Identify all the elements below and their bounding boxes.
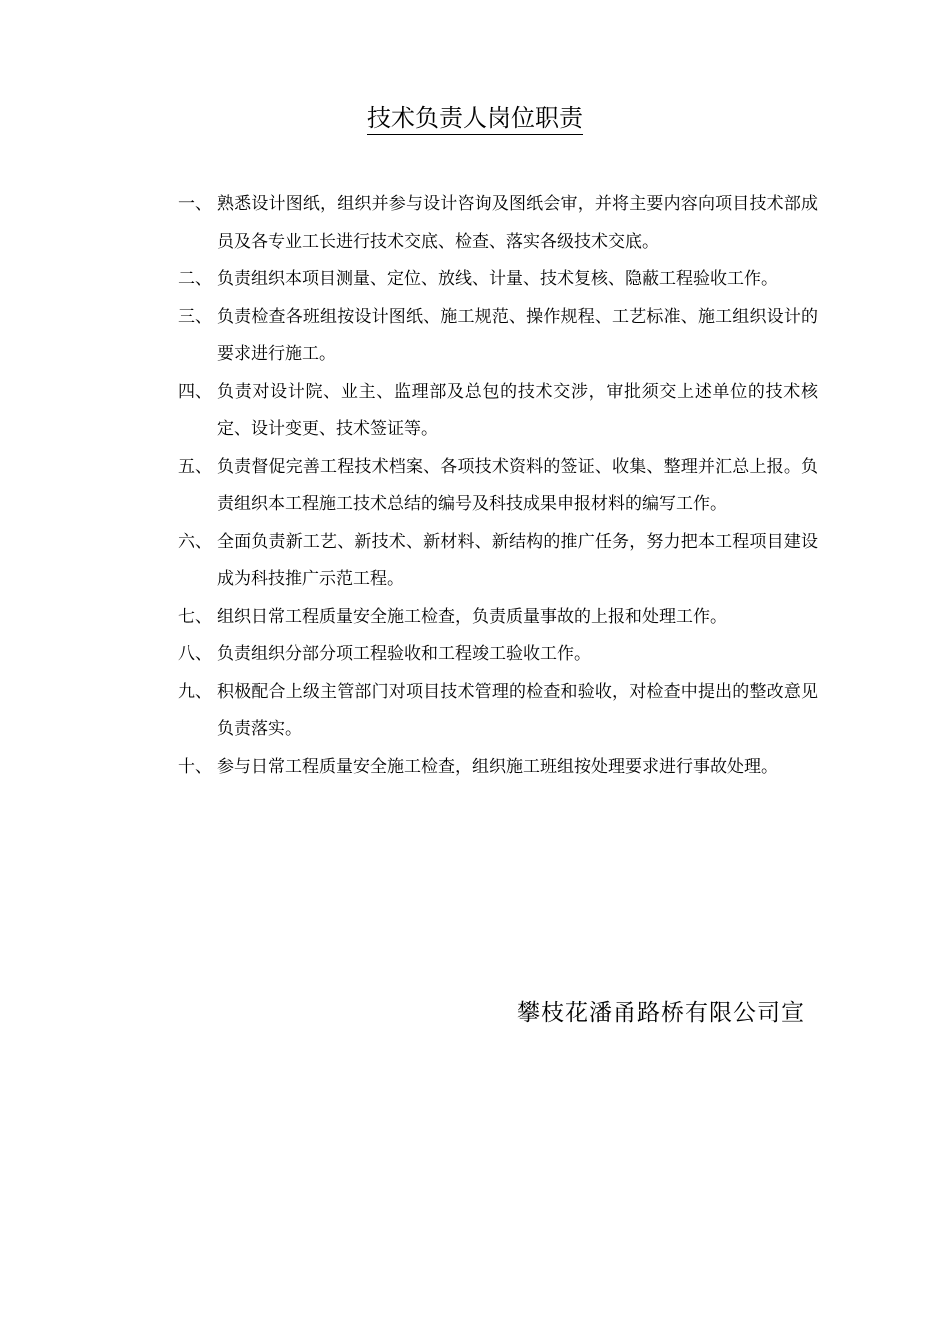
duty-text: 组织日常工程质量安全施工检查，负责质量事故的上报和处理工作。 <box>217 606 727 627</box>
duty-number: 五、 <box>178 456 212 477</box>
duty-number: 七、 <box>178 606 212 627</box>
duty-text: 全面负责新工艺、新技术、新材料、新结构的推广任务，努力把本工程项目建设成为科技推广示范工程。 <box>217 531 818 589</box>
duty-number: 三、 <box>178 306 212 327</box>
duty-text: 负责检查各班组按设计图纸、施工规范、操作规程、工艺标准、施工组织设计的要求进行施工。 <box>217 306 818 364</box>
duty-number: 九、 <box>178 681 212 702</box>
duty-item-7 <box>178 599 818 637</box>
duty-text: 参与日常工程质量安全施工检查，组织施工班组按处理要求进行事故处理。 <box>217 756 778 777</box>
duty-item-8 <box>178 636 818 674</box>
duty-number: 六、 <box>178 531 212 552</box>
duty-item-1 <box>178 186 818 261</box>
duty-number: 一、 <box>178 194 212 214</box>
duty-text: 负责组织本项目测量、定位、放线、计量、技术复核、隐蔽工程验收工作。 <box>217 269 778 289</box>
duty-number: 四、 <box>178 381 212 402</box>
duty-item-3 <box>178 299 818 374</box>
document-title-text: 技术负责人岗位职责 <box>367 104 583 135</box>
duty-list <box>178 186 818 786</box>
duty-text: 熟悉设计图纸，组织并参与设计咨询及图纸会审，并将主要内容向项目技术部成员及各专业工长进行技术交底、检查、落实各级技术交底。 <box>217 194 818 252</box>
duty-text: 负责对设计院、业主、监理部及总包的技术交涉，审批须交上述单位的技术核定、设计变更、技术签证等。 <box>217 381 818 439</box>
duty-item-9 <box>178 674 818 749</box>
duty-number: 十、 <box>178 756 212 777</box>
document-title <box>0 100 950 136</box>
duty-text: 负责督促完善工程技术档案、各项技术资料的签证、收集、整理并汇总上报。负责组织本工程施工技术总结的编号及科技成果申报材料的编写工作。 <box>217 456 818 514</box>
duty-number: 八、 <box>178 644 212 664</box>
duty-number: 二、 <box>178 269 212 289</box>
duty-item-5 <box>178 449 818 524</box>
company-signature: 攀枝花潘甬路桥有限公司宣 <box>517 1000 805 1026</box>
duty-item-2 <box>178 261 818 299</box>
duty-text: 负责组织分部分项工程验收和工程竣工验收工作。 <box>217 644 591 664</box>
duty-item-10 <box>178 749 818 787</box>
duty-item-6 <box>178 524 818 599</box>
duty-text: 积极配合上级主管部门对项目技术管理的检查和验收，对检查中提出的整改意见负责落实。 <box>217 681 818 739</box>
duty-item-4 <box>178 374 818 449</box>
